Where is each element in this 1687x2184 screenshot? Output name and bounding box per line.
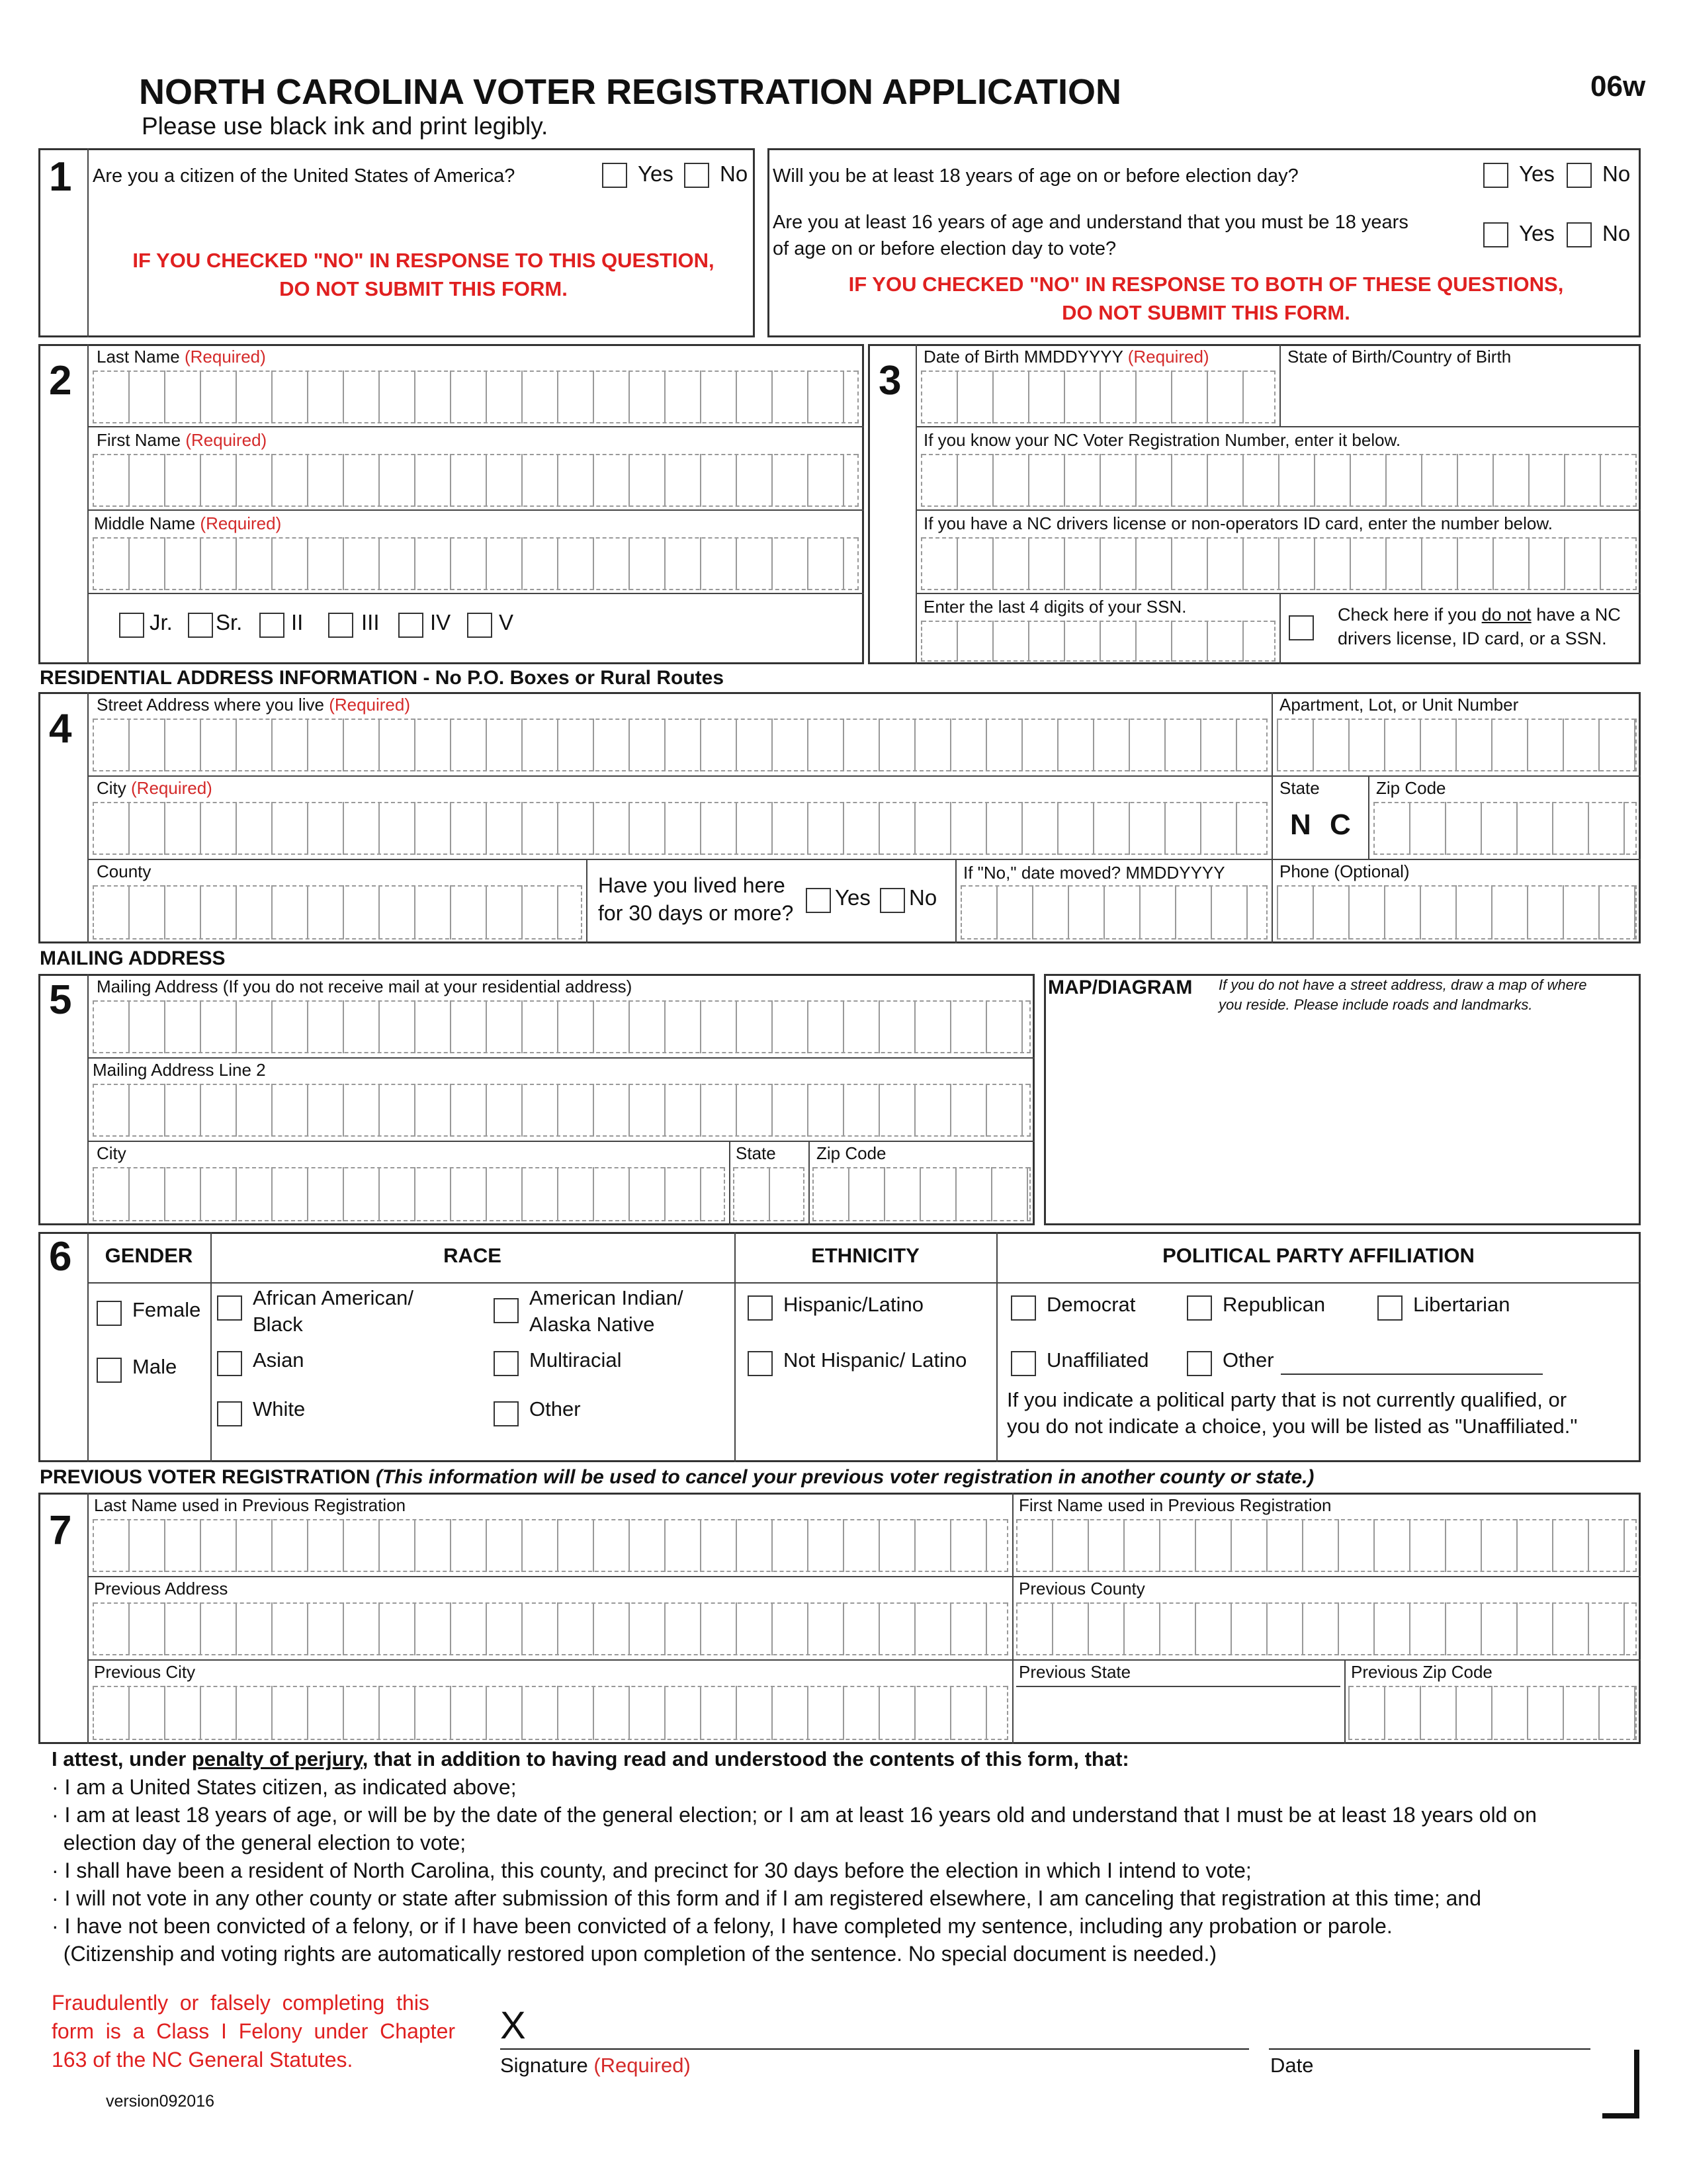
citizen-no-label: No xyxy=(720,161,748,186)
race-american-indian-label-2: Alaska Native xyxy=(529,1313,655,1336)
prev-city-label: Previous City xyxy=(94,1662,196,1682)
party-other-label: Other xyxy=(1223,1348,1274,1372)
middle-name-text: Middle Name xyxy=(94,513,196,533)
mailing-state-input[interactable] xyxy=(733,1167,804,1221)
lived-question-line2: for 30 days or more? xyxy=(598,901,794,925)
middle-name-label xyxy=(94,513,281,534)
suffix-v-label: V xyxy=(499,610,514,634)
dob-input[interactable] xyxy=(921,371,1276,423)
required-tag: (Required) xyxy=(593,2054,691,2077)
party-libertarian-checkbox[interactable] xyxy=(1377,1295,1403,1321)
middle-name-input[interactable] xyxy=(93,537,859,590)
mailing-city-input[interactable] xyxy=(93,1167,725,1221)
party-other-write-in-line[interactable] xyxy=(1281,1374,1543,1375)
attest-lead-a: I attest, under xyxy=(52,1747,192,1770)
first-name-input[interactable] xyxy=(93,454,859,507)
phone-label: Phone (Optional) xyxy=(1279,861,1410,881)
voter-reg-number-input[interactable] xyxy=(921,454,1637,507)
previous-reg-heading-note: (This information will be used to cancel your previous voter registration in another county or state.) xyxy=(375,1466,1315,1488)
zip-input[interactable] xyxy=(1373,802,1637,855)
residential-heading: RESIDENTIAL ADDRESS INFORMATION - No P.O. Boxes or Rural Routes xyxy=(40,667,724,689)
map-diagram-title: MAP/DIAGRAM xyxy=(1048,977,1193,998)
party-other-checkbox[interactable] xyxy=(1187,1351,1212,1376)
no-id-label-line1 xyxy=(1338,605,1621,625)
age16-question-line2: of age on or before election day to vote? xyxy=(773,238,1117,259)
city-text: City xyxy=(97,778,126,798)
no-id-label-line2: drivers license, ID card, or a SSN. xyxy=(1338,629,1607,648)
race-white-label: White xyxy=(253,1397,306,1420)
section-number-4: 4 xyxy=(49,706,72,752)
race-header: RACE xyxy=(443,1244,501,1267)
last-name-input[interactable] xyxy=(93,371,859,423)
suffix-ii-checkbox[interactable] xyxy=(259,613,284,638)
no-id-text-a: Check here if you xyxy=(1338,605,1482,625)
ssn-last4-input[interactable] xyxy=(921,621,1276,662)
suffix-v-checkbox[interactable] xyxy=(467,613,492,638)
apartment-input[interactable] xyxy=(1277,719,1637,771)
prev-state-input[interactable] xyxy=(1016,1686,1340,1741)
suffix-iii-label: III xyxy=(361,610,380,634)
suffix-sr-checkbox[interactable] xyxy=(188,613,213,638)
voter-reg-number-label: If you know your NC Voter Registration Number, enter it below. xyxy=(924,430,1401,450)
party-libertarian-label: Libertarian xyxy=(1413,1293,1510,1316)
zip-label: Zip Code xyxy=(1376,778,1446,798)
form-subtitle: Please use black ink and print legibly. xyxy=(142,112,548,140)
apartment-label: Apartment, Lot, or Unit Number xyxy=(1279,695,1519,715)
attest-line-3: election day of the general election to vote; xyxy=(52,1831,466,1855)
attest-line-5: · I will not vote in any other county or state after submission of this form and if I am registered elsewhere, I am canceling that registration at this time; and xyxy=(52,1886,1482,1910)
prev-address-input[interactable] xyxy=(93,1602,1008,1655)
state-value: N C xyxy=(1290,808,1356,841)
mailing-line2-input[interactable] xyxy=(93,1084,1031,1137)
suffix-jr-label: Jr. xyxy=(150,610,173,634)
section-number-2: 2 xyxy=(49,358,72,404)
section-number-3: 3 xyxy=(879,358,902,404)
version-label: version092016 xyxy=(106,2092,215,2111)
age18-question: Will you be at least 18 years of age on or before election day? xyxy=(773,165,1299,187)
previous-reg-heading xyxy=(40,1466,1314,1489)
citizen-yes-label: Yes xyxy=(638,161,673,186)
section-number-1: 1 xyxy=(49,154,72,200)
attest-line-1: · I am a United States citizen, as indicated above; xyxy=(52,1775,517,1799)
mailing-zip-input[interactable] xyxy=(812,1167,1031,1221)
first-name-text: First Name xyxy=(97,430,181,450)
county-input[interactable] xyxy=(93,885,582,939)
citizen-no-checkbox[interactable] xyxy=(684,163,709,188)
suffix-iv-label: IV xyxy=(430,610,451,634)
signature-x-mark: X xyxy=(500,2004,526,2047)
party-republican-checkbox[interactable] xyxy=(1187,1295,1212,1321)
corner-registration-mark xyxy=(1602,2050,1639,2118)
suffix-ii-label: II xyxy=(291,610,304,634)
attest-lead xyxy=(52,1745,1129,1773)
lived-no-label: No xyxy=(909,885,937,910)
race-asian-label: Asian xyxy=(253,1348,304,1372)
race-other-label: Other xyxy=(529,1397,581,1420)
ethnicity-not-hispanic-label: Not Hispanic/ Latino xyxy=(783,1348,967,1372)
prev-zip-input[interactable] xyxy=(1348,1686,1637,1740)
lived-question-line1: Have you lived here xyxy=(598,873,785,897)
fraud-warning-line3: 163 of the NC General Statutes. xyxy=(52,2048,353,2072)
race-white-checkbox[interactable] xyxy=(217,1401,242,1426)
age18-no-label: No xyxy=(1602,161,1631,186)
ssn-label: Enter the last 4 digits of your SSN. xyxy=(924,597,1187,617)
race-other-checkbox[interactable] xyxy=(494,1401,519,1426)
age16-yes-checkbox[interactable] xyxy=(1483,222,1508,247)
race-african-american-label-1: African American/ xyxy=(253,1286,413,1309)
last-name-label xyxy=(97,347,266,367)
gender-female-label: Female xyxy=(132,1298,201,1321)
race-multiracial-label: Multiracial xyxy=(529,1348,622,1372)
gender-male-label: Male xyxy=(132,1355,177,1378)
form-title: NORTH CAROLINA VOTER REGISTRATION APPLICATION xyxy=(139,72,1121,112)
street-address-input[interactable] xyxy=(93,719,1268,771)
mailing-address-input[interactable] xyxy=(93,1000,1031,1053)
signature-line[interactable] xyxy=(500,2048,1249,2050)
form-code: 06w xyxy=(1590,70,1646,103)
state-of-birth-label: State of Birth/Country of Birth xyxy=(1287,347,1512,367)
date-moved-label: If "No," date moved? MMDDYYYY xyxy=(963,863,1225,883)
suffix-iii-checkbox[interactable] xyxy=(328,613,353,638)
prev-city-input[interactable] xyxy=(93,1686,1008,1740)
prev-state-label: Previous State xyxy=(1019,1662,1131,1682)
age-warning xyxy=(773,270,1639,327)
signature-label xyxy=(500,2054,691,2077)
street-address-label xyxy=(97,695,410,715)
race-multiracial-checkbox[interactable] xyxy=(494,1351,519,1376)
ethnicity-hispanic-checkbox[interactable] xyxy=(748,1295,773,1321)
mailing-heading: MAILING ADDRESS xyxy=(40,947,226,969)
prev-first-name-input[interactable] xyxy=(1016,1519,1637,1572)
ethnicity-hispanic-label: Hispanic/Latino xyxy=(783,1293,924,1316)
attest-line-7: (Citizenship and voting rights are automatically restored upon completion of the sentence. No special document is needed.) xyxy=(52,1942,1217,1966)
state-label: State xyxy=(1279,778,1320,798)
citizen-question: Are you a citizen of the United States of America? xyxy=(93,165,515,187)
required-tag: (Required) xyxy=(185,430,267,450)
age16-yes-label: Yes xyxy=(1519,221,1555,245)
race-american-indian-checkbox[interactable] xyxy=(494,1298,519,1323)
section-number-5: 5 xyxy=(49,977,72,1023)
fraud-warning-line2: form is a Class I Felony under Chapter xyxy=(52,2019,456,2043)
no-id-text-c: have a NC xyxy=(1531,605,1621,625)
party-republican-label: Republican xyxy=(1223,1293,1326,1316)
prev-last-name-label: Last Name used in Previous Registration xyxy=(94,1495,406,1515)
city-label xyxy=(97,778,212,799)
age18-no-checkbox[interactable] xyxy=(1567,163,1592,188)
no-id-text-b: do not xyxy=(1481,605,1532,625)
fraud-warning-line1: Fraudulently or falsely completing this xyxy=(52,1991,429,2015)
drivers-license-label: If you have a NC drivers license or non-operators ID card, enter the number below. xyxy=(924,513,1553,533)
race-african-american-checkbox[interactable] xyxy=(217,1295,242,1321)
ethnicity-not-hispanic-checkbox[interactable] xyxy=(748,1351,773,1376)
prev-address-label: Previous Address xyxy=(94,1579,228,1598)
required-tag: (Required) xyxy=(131,778,212,798)
lived-yes-label: Yes xyxy=(835,885,871,910)
ethnicity-header: ETHNICITY xyxy=(811,1244,920,1267)
map-diagram-note-line1: If you do not have a street address, draw a map of where xyxy=(1219,977,1587,993)
last-name-text: Last Name xyxy=(97,347,180,367)
age18-yes-label: Yes xyxy=(1519,161,1555,186)
citizen-warning xyxy=(93,246,754,303)
party-unaffiliated-checkbox[interactable] xyxy=(1011,1351,1036,1376)
gender-male-checkbox[interactable] xyxy=(97,1358,122,1383)
citizen-warning-line1: IF YOU CHECKED "NO" IN RESPONSE TO THIS QUESTION, xyxy=(132,249,714,272)
dob-text: Date of Birth MMDDYYYY xyxy=(924,347,1123,367)
prev-zip-label: Previous Zip Code xyxy=(1351,1662,1492,1682)
gender-female-checkbox[interactable] xyxy=(97,1301,122,1326)
age18-yes-checkbox[interactable] xyxy=(1483,163,1508,188)
section-number-6: 6 xyxy=(49,1234,72,1280)
required-tag: (Required) xyxy=(329,695,411,715)
attest-line-2: · I am at least 18 years of age, or will be by the date of the general election; or I am at least 16 years old and understand that I must be at least 18 years old on xyxy=(52,1803,1537,1827)
attest-line-6: · I have not been convicted of a felony, or if I have been convicted of a felony, I have completed my sentence, including any probation or parole. xyxy=(52,1914,1393,1938)
age16-no-label: No xyxy=(1602,221,1631,245)
prev-county-input[interactable] xyxy=(1016,1602,1637,1655)
party-democrat-checkbox[interactable] xyxy=(1011,1295,1036,1321)
city-input[interactable] xyxy=(93,802,1268,855)
date-line[interactable] xyxy=(1269,2048,1590,2050)
dob-label xyxy=(924,347,1209,367)
required-tag: (Required) xyxy=(1127,347,1209,367)
mailing-line2-label: Mailing Address Line 2 xyxy=(93,1060,266,1080)
citizen-warning-line2: DO NOT SUBMIT THIS FORM. xyxy=(279,277,568,300)
required-tag: (Required) xyxy=(200,513,282,533)
age-warning-line1: IF YOU CHECKED "NO" IN RESPONSE TO BOTH OF THESE QUESTIONS, xyxy=(848,273,1564,296)
prev-last-name-input[interactable] xyxy=(93,1519,1008,1572)
lived-yes-checkbox[interactable] xyxy=(806,888,831,913)
race-american-indian-label-1: American Indian/ xyxy=(529,1286,683,1309)
signature-text: Signature xyxy=(500,2054,594,2077)
section-number-7: 7 xyxy=(49,1508,72,1553)
drivers-license-input[interactable] xyxy=(921,537,1637,590)
attest-lead-b: penalty of perjury xyxy=(191,1747,363,1770)
attest-lead-c: , that in addition to having read and understood the contents of this form, that: xyxy=(362,1747,1129,1770)
street-text: Street Address where you live xyxy=(97,695,329,715)
required-tag: (Required) xyxy=(184,347,266,367)
gender-header: GENDER xyxy=(105,1244,193,1267)
mailing-zip-label: Zip Code xyxy=(816,1143,887,1163)
prev-county-label: Previous County xyxy=(1019,1579,1145,1598)
phone-input[interactable] xyxy=(1277,885,1637,939)
date-moved-input[interactable] xyxy=(961,885,1268,939)
prev-first-name-label: First Name used in Previous Registration xyxy=(1019,1495,1332,1515)
citizen-yes-checkbox[interactable] xyxy=(602,163,627,188)
first-name-label xyxy=(97,430,267,451)
party-note-line2: you do not indicate a choice, you will be listed as "Unaffiliated." xyxy=(1007,1415,1578,1438)
mailing-state-label: State xyxy=(736,1143,776,1163)
previous-reg-heading-text: PREVIOUS VOTER REGISTRATION xyxy=(40,1466,370,1488)
county-label: County xyxy=(97,861,151,881)
mailing-address-label: Mailing Address (If you do not receive mail at your residential address) xyxy=(97,977,632,996)
fraud-warning xyxy=(52,1989,455,2074)
age-warning-line2: DO NOT SUBMIT THIS FORM. xyxy=(1062,301,1350,324)
mailing-city-label: City xyxy=(97,1143,126,1163)
no-id-checkbox[interactable] xyxy=(1289,615,1314,640)
suffix-iv-checkbox[interactable] xyxy=(398,613,423,638)
attest-line-4: · I shall have been a resident of North Carolina, this county, and precinct for 30 days before the election in which I intend to vote; xyxy=(52,1858,1252,1882)
lived-no-checkbox[interactable] xyxy=(880,888,905,913)
party-header: POLITICAL PARTY AFFILIATION xyxy=(1162,1244,1475,1267)
age16-question-line1: Are you at least 16 years of age and understand that you must be 18 years xyxy=(773,212,1408,233)
age16-no-checkbox[interactable] xyxy=(1567,222,1592,247)
party-democrat-label: Democrat xyxy=(1047,1293,1136,1316)
race-asian-checkbox[interactable] xyxy=(217,1351,242,1376)
party-note-line1: If you indicate a political party that is not currently qualified, or xyxy=(1007,1388,1567,1411)
suffix-jr-checkbox[interactable] xyxy=(119,613,144,638)
race-african-american-label-2: Black xyxy=(253,1313,303,1336)
party-unaffiliated-label: Unaffiliated xyxy=(1047,1348,1149,1372)
suffix-sr-label: Sr. xyxy=(216,610,243,634)
map-diagram-note-line2: you reside. Please include roads and landmarks. xyxy=(1219,996,1533,1013)
date-label: Date xyxy=(1270,2054,1314,2077)
